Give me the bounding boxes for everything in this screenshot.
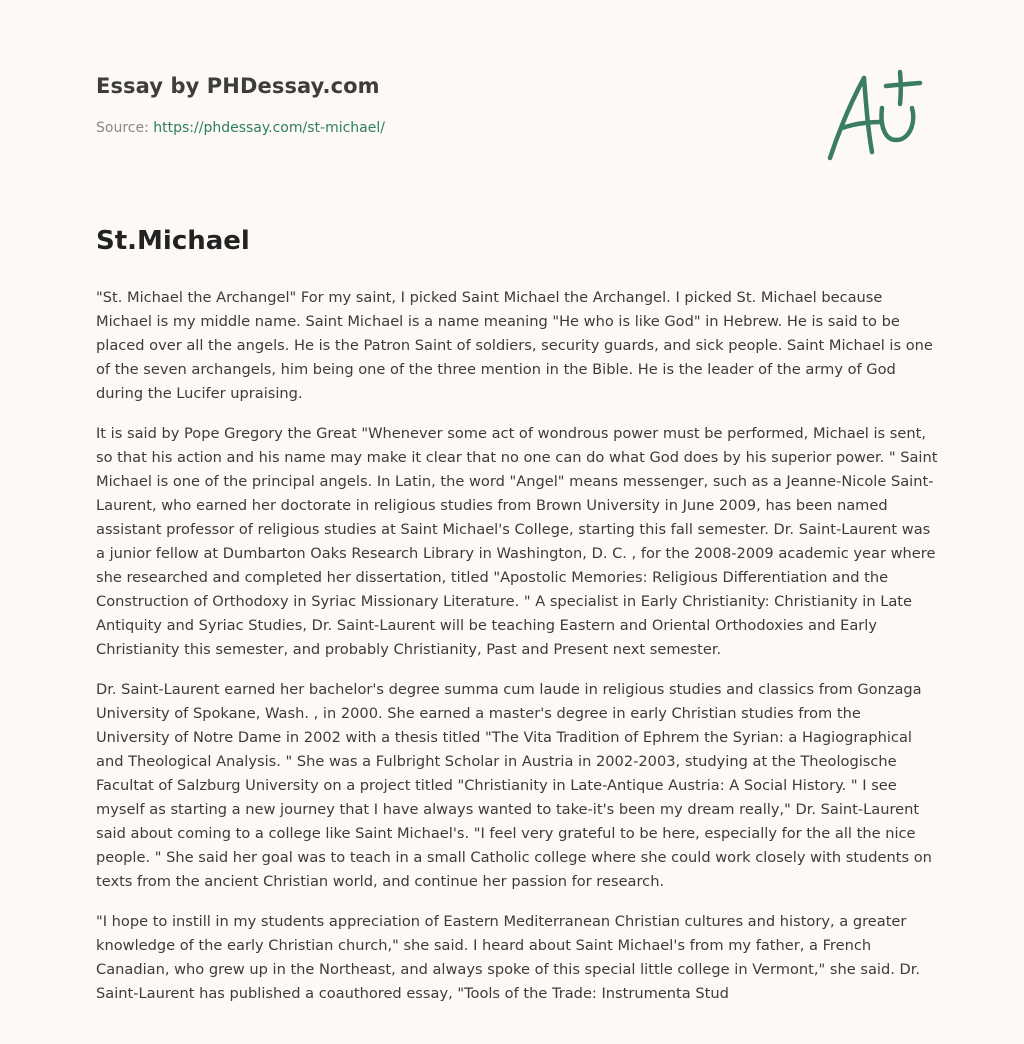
page-header bbox=[96, 74, 926, 136]
paragraph: "I hope to instill in my students appreciation of Eastern Mediterranean Christian cultures and history, a greater knowledge of the early Christian church," she said. I heard about Saint Michael's from my father, a French Canadian, who grew up in the Northeast, and always spoke of this special little college in Vermont," she said. Dr. Saint-Laurent has published a coauthored essay, "Tools of the Trade: Instrumenta Stud bbox=[96, 913, 921, 1002]
paragraph: "St. Michael the Archangel" For my saint, I picked Saint Michael the Archangel. I picked St. Michael because Michael is my middle name. Saint Michael is a name meaning "He who is like God" in Hebrew. He is said to be placed over all the angels. He is the Patron Saint of soldiers, security guards, and sick people. Saint Michael is one of the seven archangels, him being one of the three mention in the Bible. He is the leader of the army of God during the Lucifer upraising. bbox=[96, 289, 933, 402]
paragraph: It is said by Pope Gregory the Great "Whenever some act of wondrous power must be performed, Michael is sent, so that his action and his name may make it clear that no one can do what God does by his superior power. " Saint Michael is one of the principal angels. In Latin, the word "Angel" means messenger, such as a Jeanne-Nicole Saint-Laurent, who earned her doctorate in religious studies from Brown University in June 2009, has been named assistant professor of religious studies at Saint Michael's College, starting this fall semester. Dr. Saint-Laurent was a junior fellow at Dumbarton Oaks Research Library in Washington, D. C. , for the 2008-2009 academic year where she researched and completed her dissertation, titled "Apostolic Memories: Religious Differentiation and the Construction of Orthodoxy in Syriac Missionary Literature. " A specialist in Early Christianity: Christianity in Late Antiquity and Syriac Studies, Dr. Saint-Laurent will be teaching Eastern and Oriental Orthodoxies and Early Christianity this semester, and probably Christianity, Past and Present next semester. bbox=[96, 425, 938, 658]
source-line bbox=[96, 120, 926, 136]
site-brand: Essay by PHDessay.com bbox=[96, 74, 380, 98]
essay-title: St.Michael bbox=[96, 226, 250, 256]
a-plus-grade-icon bbox=[822, 68, 928, 164]
essay-body bbox=[96, 286, 938, 1022]
paragraph: Dr. Saint-Laurent earned her bachelor's degree summa cum laude in religious studies and classics from Gonzaga University of Spokane, Wash. , in 2000. She earned a master's degree in early Christian studies from the University of Notre Dame in 2002 with a thesis titled "The Vita Tradition of Ephrem the Syrian: a Hagiographical and Theological Analysis. " She was a Fulbright Scholar in Austria in 2002-2003, studying at the Theologische Facultat of Salzburg University on a project titled "Christianity in Late-Antique Austria: A Social History. " I see myself as starting a new journey that I have always wanted to take-it's been my dream really," Dr. Saint-Laurent said about coming to a college like Saint Michael's. "I feel very grateful to be here, especially for the all the nice people. " She said her goal was to teach in a small Catholic college where she could work closely with students on texts from the ancient Christian world, and continue her passion for research. bbox=[96, 681, 932, 890]
source-link[interactable]: https://phdessay.com/st-michael/ bbox=[153, 120, 385, 136]
source-label: Source: bbox=[96, 120, 154, 136]
